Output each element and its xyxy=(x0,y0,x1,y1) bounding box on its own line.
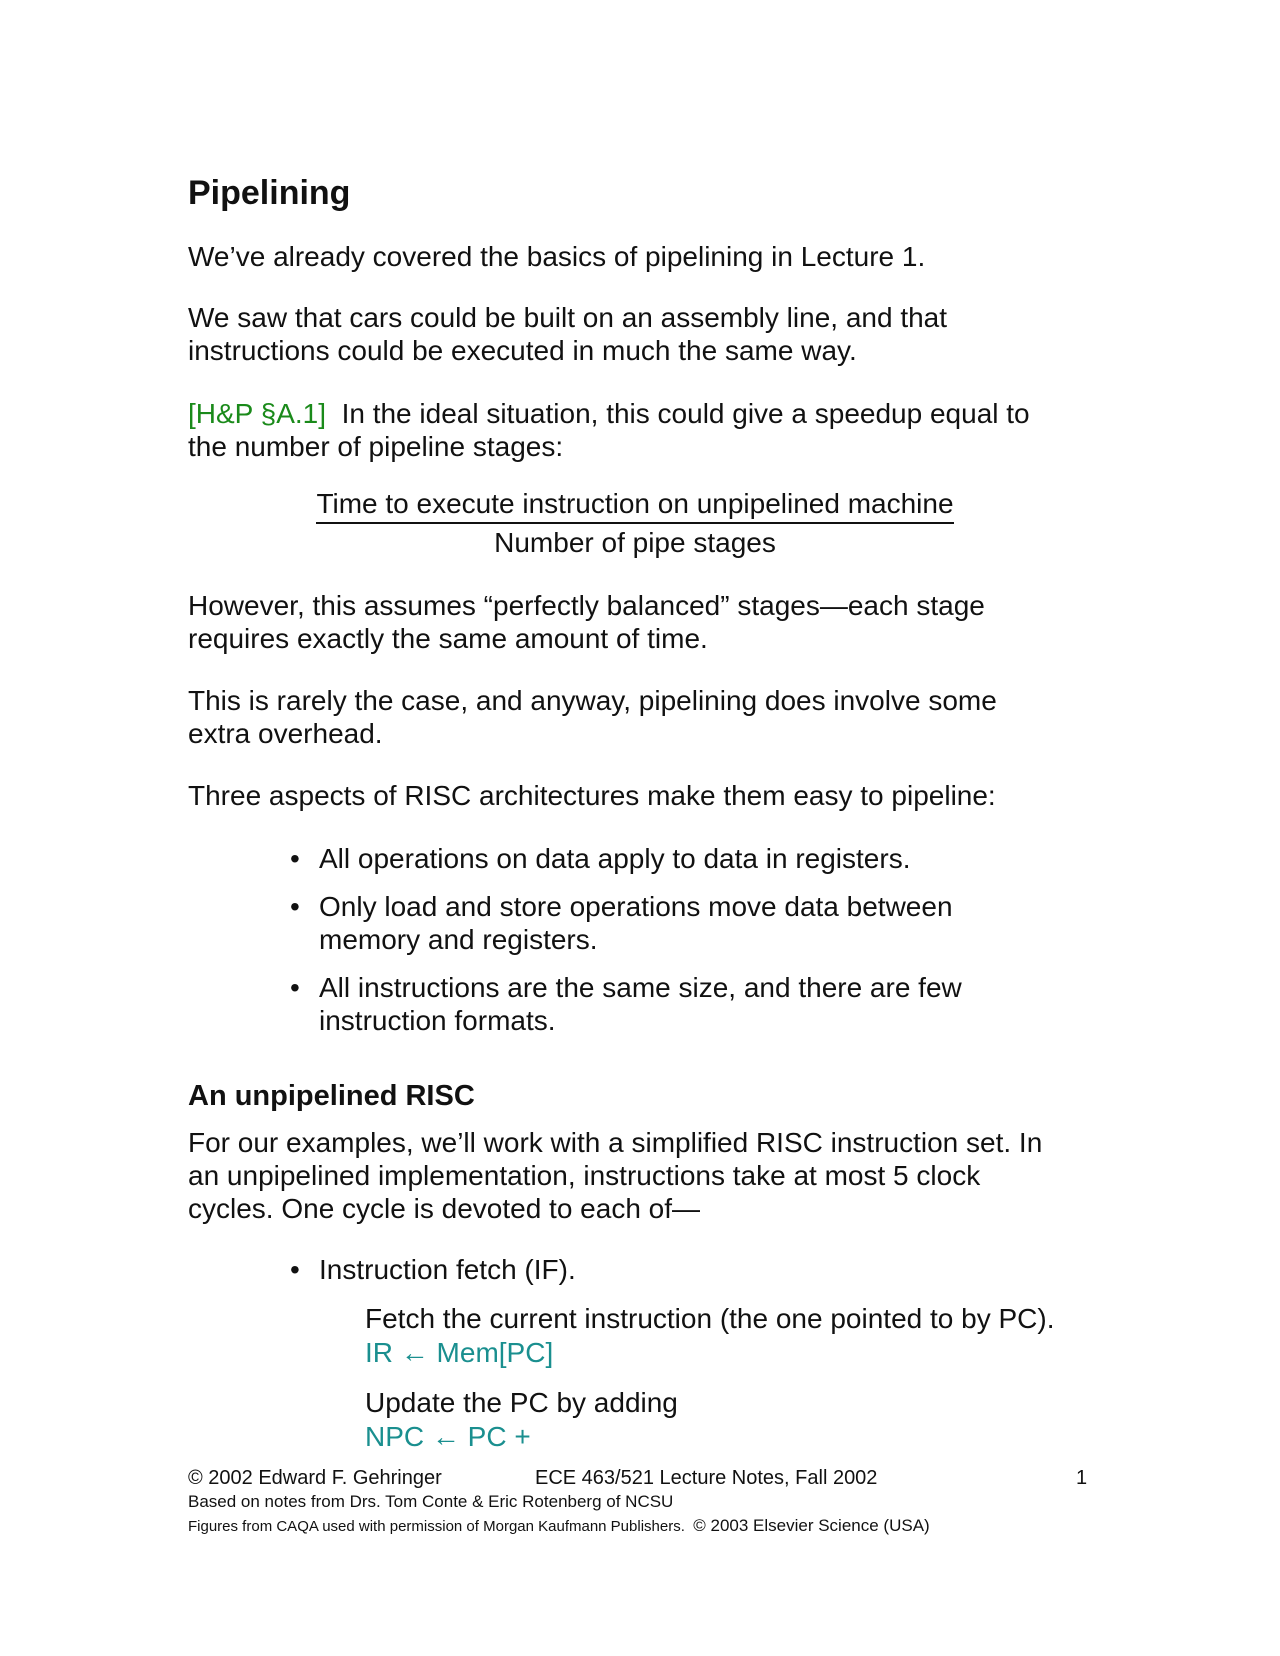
speedup-formula-numerator xyxy=(188,488,1082,524)
bullet-text xyxy=(319,971,962,1037)
paragraph-speedup xyxy=(188,397,1030,463)
paragraph-line: an unpipelined implementation, instructions take at most 5 clock xyxy=(188,1160,981,1191)
speedup-formula-denominator xyxy=(188,527,1082,559)
formula-denominator: Number of pipe stages xyxy=(494,527,776,558)
paragraph-line: instructions could be executed in much the same way. xyxy=(188,335,857,366)
paragraph-line xyxy=(188,397,1030,430)
code-npc-update: NPC ← PC + xyxy=(365,1421,531,1452)
bullet-text: All operations on data apply to data in registers. xyxy=(319,843,911,874)
formula-numerator: Time to execute instruction on unpipelined machine xyxy=(316,488,953,524)
bullet-icon: • xyxy=(290,972,300,1003)
bullet-text: Instruction fetch (IF). xyxy=(319,1254,576,1285)
paragraph-text: In the ideal situation, this could give a speedup equal to xyxy=(341,398,1030,429)
paragraph-unpipelined xyxy=(188,1126,1042,1225)
bullet-icon: • xyxy=(290,891,300,922)
paragraph-line: For our examples, we’ll work with a simplified RISC instruction set. In xyxy=(188,1127,1043,1158)
bullet-line: instruction formats. xyxy=(319,1005,556,1036)
bullet-icon: • xyxy=(290,843,300,874)
paragraph-balanced-stages xyxy=(188,589,985,655)
reference-citation: [H&P §A.1] xyxy=(188,398,327,429)
bullet-icon: • xyxy=(290,1254,300,1285)
pc-update-description: Update the PC by adding xyxy=(365,1387,678,1418)
footer-based-on: Based on notes from Drs. Tom Conte & Eric Rotenberg of NCSU xyxy=(188,1492,674,1511)
paragraph-line: cycles. One cycle is devoted to each of— xyxy=(188,1193,701,1224)
bullet-text xyxy=(319,890,953,956)
paragraph-intro: We’ve already covered the basics of pipelining in Lecture 1. xyxy=(188,241,926,272)
figures-credit-text: Figures from CAQA used with permission of Morgan Kaufmann Publishers. xyxy=(188,1518,685,1535)
bullet-line: All instructions are the same size, and there are few xyxy=(319,972,962,1003)
paragraph-line: This is rarely the case, and anyway, pipelining does involve some xyxy=(188,685,997,716)
footer-course: ECE 463/521 Lecture Notes, Fall 2002 xyxy=(535,1467,878,1489)
bullet-line: memory and registers. xyxy=(319,924,598,955)
instruction-fetch-description: Fetch the current instruction (the one pointed to by PC). xyxy=(365,1303,1055,1334)
section-heading: An unpipelined RISC xyxy=(188,1080,475,1112)
footer-copyright: © 2002 Edward F. Gehringer xyxy=(188,1467,442,1489)
paragraph-risc-aspects: Three aspects of RISC architectures make them easy to pipeline: xyxy=(188,780,996,811)
paragraph-assembly-line xyxy=(188,301,947,367)
paragraph-line: However, this assumes “perfectly balanced” stages—each stage xyxy=(188,590,985,621)
footer-figures-credit xyxy=(188,1516,930,1536)
paragraph-line: the number of pipeline stages: xyxy=(188,431,564,462)
code-ir-mem-pc: IR ← Mem[PC] xyxy=(365,1337,554,1368)
elsevier-credit-text: © 2003 Elsevier Science (USA) xyxy=(693,1516,930,1535)
paragraph-overhead xyxy=(188,684,997,750)
paragraph-line: requires exactly the same amount of time. xyxy=(188,623,708,654)
page-title: Pipelining xyxy=(188,174,351,212)
bullet-line: Only load and store operations move data between xyxy=(319,891,953,922)
footer-page-number: 1 xyxy=(1076,1467,1088,1489)
paragraph-line: We saw that cars could be built on an assembly line, and that xyxy=(188,302,948,333)
paragraph-line: extra overhead. xyxy=(188,718,383,749)
